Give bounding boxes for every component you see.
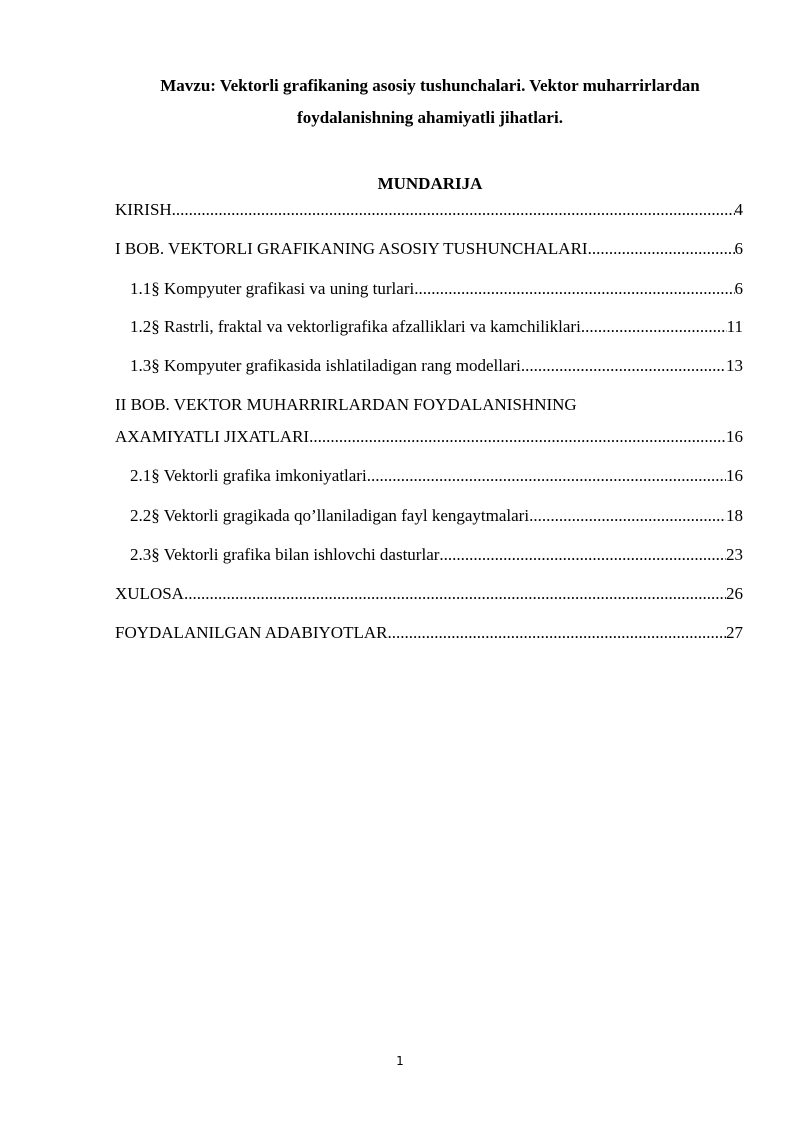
toc-leader-dots — [588, 237, 735, 261]
toc-entry-page: 16 — [726, 427, 743, 446]
toc-entry-page: 23 — [726, 545, 743, 564]
toc-entry-section-1-3[interactable] — [130, 354, 743, 378]
toc-entry-section-2-2[interactable] — [130, 504, 743, 528]
toc-leader-dots — [367, 464, 726, 488]
document-title — [100, 70, 760, 134]
toc-leader-dots — [184, 582, 726, 606]
toc-entry-section-1-1[interactable] — [130, 277, 743, 301]
toc-leader-dots — [529, 504, 726, 528]
toc-entry-label: FOYDALANILGAN ADABIYOTLAR — [115, 623, 388, 642]
page-number: 1 — [396, 1054, 404, 1068]
toc-leader-dots — [309, 425, 726, 449]
toc-entry-page: 16 — [726, 466, 743, 485]
toc-entry-label: 2.2§ Vektorli gragikada qo’llaniladigan fayl kengaytmalari — [130, 506, 530, 525]
toc-entry-chapter-2-line-1: II BOB. VEKTOR MUHARRIRLARDAN FOYDALANISHNING — [115, 395, 577, 414]
toc-entry-section-2-1[interactable] — [130, 464, 743, 488]
title-line-1: Mavzu: Vektorli grafikaning asosiy tushunchalari. Vektor muharrirlardan — [160, 76, 700, 95]
toc-leader-dots — [581, 315, 727, 339]
toc-entry-section-2-3[interactable] — [130, 543, 743, 567]
toc-entry-page: 11 — [726, 317, 743, 336]
toc-entry-label: KIRISH — [115, 200, 172, 219]
toc-entry-label: I BOB. VEKTORLI GRAFIKANING ASOSIY TUSHUNCHALARI — [115, 239, 588, 258]
toc-entry-page: 6 — [734, 239, 743, 258]
toc-entry-label: 1.2§ Rastrli, fraktal va vektorligrafika afzalliklari va kamchiliklari — [130, 317, 581, 336]
toc-entry-page: 27 — [726, 623, 743, 642]
toc-entry-label: 1.3§ Kompyuter grafikasida ishlatiladigan rang modellari — [130, 356, 521, 375]
toc-leader-dots — [439, 543, 726, 567]
toc-entry-references[interactable] — [115, 621, 743, 645]
toc-entry-label: AXAMIYATLI JIXATLARI — [115, 427, 310, 446]
toc-leader-dots — [414, 277, 734, 301]
toc-entry-page: 26 — [726, 584, 743, 603]
toc-entry-label: 2.1§ Vektorli grafika imkoniyatlari — [130, 466, 367, 485]
title-line-2: foydalanishning ahamiyatli jihatlari. — [297, 108, 563, 127]
toc-entry-label: XULOSA — [115, 584, 184, 603]
toc-entry-label: 1.1§ Kompyuter grafikasi va uning turlari — [130, 279, 415, 298]
toc-entry-page: 6 — [734, 279, 743, 298]
toc-entry-chapter-1[interactable] — [115, 237, 743, 261]
toc-leader-dots — [172, 198, 735, 222]
toc-heading: MUNDARIJA — [377, 174, 483, 193]
toc-entry-page: 4 — [734, 200, 743, 219]
toc-entry-page: 13 — [726, 356, 743, 375]
toc-entry-label: 2.3§ Vektorli grafika bilan ishlovchi dasturlar — [130, 545, 440, 564]
toc-leader-dots — [387, 621, 726, 645]
toc-entry-section-1-2[interactable] — [130, 315, 743, 339]
toc-entry-chapter-2[interactable] — [115, 425, 743, 449]
toc-entry-kirish[interactable] — [115, 198, 743, 222]
toc-entry-page: 18 — [726, 506, 743, 525]
toc-entry-xulosa[interactable] — [115, 582, 743, 606]
toc-leader-dots — [521, 354, 726, 378]
